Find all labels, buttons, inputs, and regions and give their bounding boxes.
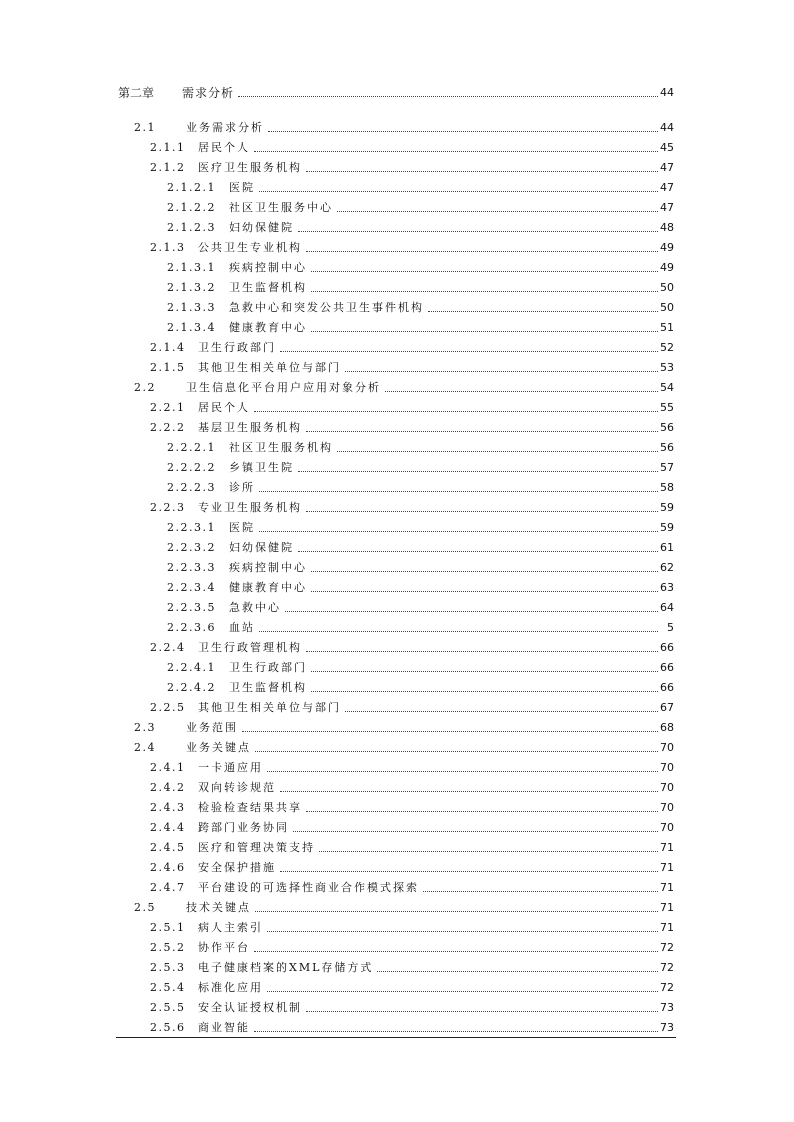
toc-entry-page-number: 44 bbox=[660, 86, 674, 99]
toc-entry-page-number: 55 bbox=[660, 401, 674, 414]
footer-rule bbox=[116, 1037, 676, 1038]
toc-entry-page-number: 62 bbox=[660, 561, 674, 574]
toc-entry-number: 2.2 bbox=[134, 381, 156, 394]
toc-entry-page-number: 50 bbox=[660, 281, 674, 294]
toc-entry-title: 急救中心和突发公共卫生事件机构 bbox=[229, 301, 424, 314]
toc-entry-title: 医疗和管理决策支持 bbox=[198, 841, 315, 854]
dot-leader bbox=[259, 530, 658, 532]
dot-leader bbox=[280, 870, 658, 872]
toc-entry[interactable] bbox=[118, 755, 674, 775]
toc-entry-page-number: 49 bbox=[660, 261, 674, 274]
toc-entry[interactable] bbox=[118, 535, 674, 555]
dot-leader bbox=[280, 350, 658, 352]
toc-entry-title: 卫生信息化平台用户应用对象分析 bbox=[186, 381, 381, 394]
dot-leader bbox=[280, 790, 658, 792]
toc-entry-number: 2.1.4 bbox=[150, 341, 186, 354]
toc-entry-title: 跨部门业务协同 bbox=[198, 821, 289, 834]
toc-entry-page-number: 54 bbox=[660, 381, 674, 394]
toc-entry[interactable] bbox=[118, 1015, 674, 1035]
toc-entry-title: 平台建设的可选择性商业合作模式探索 bbox=[198, 881, 419, 894]
toc-entry[interactable] bbox=[118, 995, 674, 1015]
toc-entry-number: 2.4 bbox=[134, 741, 156, 754]
toc-entry-page-number: 45 bbox=[660, 141, 674, 154]
toc-entry-page-number: 71 bbox=[660, 841, 674, 854]
toc-entry-number: 2.5.2 bbox=[150, 941, 186, 954]
toc-entry[interactable] bbox=[118, 135, 674, 155]
toc-entry-title: 医疗卫生服务机构 bbox=[198, 161, 302, 174]
dot-leader bbox=[242, 730, 658, 732]
toc-entry[interactable] bbox=[118, 595, 674, 615]
toc-entry-title: 社区卫生服务中心 bbox=[229, 201, 333, 214]
toc-entry-page-number: 70 bbox=[660, 781, 674, 794]
dot-leader bbox=[267, 930, 658, 932]
toc-entry[interactable] bbox=[118, 455, 674, 475]
dot-leader bbox=[259, 630, 658, 632]
toc-entry-title: 医院 bbox=[229, 521, 255, 534]
toc-entry-page-number: 5 bbox=[667, 621, 674, 634]
toc-entry-number: 2.1.2.3 bbox=[167, 221, 216, 234]
toc-entry[interactable] bbox=[118, 215, 674, 235]
toc-entry-page-number: 72 bbox=[660, 981, 674, 994]
toc-entry-number: 2.2.4.1 bbox=[167, 661, 216, 674]
toc-entry-page-number: 56 bbox=[660, 421, 674, 434]
dot-leader bbox=[337, 450, 658, 452]
toc-entry-title: 专业卫生服务机构 bbox=[198, 501, 302, 514]
toc-entry-page-number: 50 bbox=[660, 301, 674, 314]
toc-entry-title: 检验检查结果共享 bbox=[198, 801, 302, 814]
toc-entry-title: 血站 bbox=[229, 621, 255, 634]
dot-leader bbox=[267, 770, 658, 772]
toc-entry[interactable] bbox=[118, 655, 674, 675]
toc-entry-title: 技术关键点 bbox=[186, 901, 251, 914]
toc-entry-title: 业务范围 bbox=[186, 721, 238, 734]
toc-entry[interactable] bbox=[118, 635, 674, 655]
toc-entry-title: 急救中心 bbox=[229, 601, 281, 614]
toc-entry-page-number: 70 bbox=[660, 761, 674, 774]
toc-entry[interactable] bbox=[118, 795, 674, 815]
toc-entry[interactable] bbox=[118, 515, 674, 535]
toc-entry-number: 2.2.4.2 bbox=[167, 681, 216, 694]
toc-entry-number: 第二章 bbox=[118, 86, 155, 100]
dot-leader bbox=[311, 270, 658, 272]
toc-entry-number: 2.1.2.2 bbox=[167, 201, 216, 214]
toc-entry-number: 2.2.3.2 bbox=[167, 541, 216, 554]
toc-entry[interactable] bbox=[118, 475, 674, 495]
dot-leader bbox=[298, 550, 658, 552]
toc-entry-title: 双向转诊规范 bbox=[198, 781, 276, 794]
dot-leader bbox=[254, 410, 658, 412]
toc-entry-page-number: 71 bbox=[660, 921, 674, 934]
dot-leader bbox=[254, 1030, 658, 1032]
toc-entry-title: 其他卫生相关单位与部门 bbox=[198, 361, 341, 374]
dot-leader bbox=[345, 370, 658, 372]
toc-entry-number: 2.2.2.2 bbox=[167, 461, 216, 474]
toc-entry-number: 2.4.5 bbox=[150, 841, 186, 854]
toc-entry-page-number: 59 bbox=[660, 501, 674, 514]
toc-entry-number: 2.2.4 bbox=[150, 641, 186, 654]
dot-leader bbox=[306, 810, 658, 812]
toc-entry-page-number: 70 bbox=[660, 741, 674, 754]
toc-entry-title: 其他卫生相关单位与部门 bbox=[198, 701, 341, 714]
toc-entry-number: 2.4.6 bbox=[150, 861, 186, 874]
dot-leader bbox=[298, 230, 658, 232]
toc-entry-page-number: 70 bbox=[660, 821, 674, 834]
toc-entry[interactable] bbox=[118, 175, 674, 195]
toc-entry-title: 需求分析 bbox=[182, 86, 235, 100]
toc-entry[interactable] bbox=[118, 395, 674, 415]
toc-entry-number: 2.1.3.4 bbox=[167, 321, 216, 334]
toc-entry-number: 2.3 bbox=[134, 721, 156, 734]
dot-leader bbox=[306, 650, 658, 652]
toc-entry-title: 居民个人 bbox=[198, 401, 250, 414]
toc-entry-number: 2.2.3.5 bbox=[167, 601, 216, 614]
toc-entry-title: 一卡通应用 bbox=[198, 761, 263, 774]
toc-entry[interactable] bbox=[118, 575, 674, 595]
toc-entry[interactable] bbox=[118, 495, 674, 515]
toc-entry-number: 2.2.3.6 bbox=[167, 621, 216, 634]
toc-entry-number: 2.1.3.1 bbox=[167, 261, 216, 274]
toc-entry-page-number: 47 bbox=[660, 161, 674, 174]
toc-entry-number: 2.2.2.3 bbox=[167, 481, 216, 494]
toc-entry-number: 2.5.3 bbox=[150, 961, 186, 974]
toc-entry-title: 卫生监督机构 bbox=[229, 681, 307, 694]
toc-entry[interactable] bbox=[118, 415, 674, 435]
dot-leader bbox=[238, 95, 658, 97]
toc-entry-page-number: 47 bbox=[660, 181, 674, 194]
dot-leader bbox=[259, 190, 658, 192]
toc-entry-number: 2.4.3 bbox=[150, 801, 186, 814]
toc-entry[interactable] bbox=[118, 335, 674, 355]
toc-entry-title: 卫生行政部门 bbox=[229, 661, 307, 674]
toc-entry-page-number: 49 bbox=[660, 241, 674, 254]
toc-entry-page-number: 48 bbox=[660, 221, 674, 234]
toc-entry-page-number: 57 bbox=[660, 461, 674, 474]
dot-leader bbox=[267, 990, 658, 992]
dot-leader bbox=[268, 130, 658, 132]
toc-entry-number: 2.1.3 bbox=[150, 241, 186, 254]
dot-leader bbox=[254, 950, 658, 952]
toc-entry[interactable] bbox=[118, 835, 674, 855]
dot-leader bbox=[254, 150, 658, 152]
toc-entry-page-number: 71 bbox=[660, 901, 674, 914]
toc-entry-number: 2.2.2.1 bbox=[167, 441, 216, 454]
dot-leader bbox=[306, 1010, 658, 1012]
dot-leader bbox=[428, 310, 658, 312]
toc-entry-title: 基层卫生服务机构 bbox=[198, 421, 302, 434]
dot-leader bbox=[306, 170, 658, 172]
toc-entry-page-number: 67 bbox=[660, 701, 674, 714]
toc-entry-number: 2.1.2.1 bbox=[167, 181, 216, 194]
toc-entry[interactable] bbox=[118, 275, 674, 295]
toc-entry-title: 妇幼保健院 bbox=[229, 541, 294, 554]
toc-entry[interactable] bbox=[118, 915, 674, 935]
toc-entry-title: 诊所 bbox=[229, 481, 255, 494]
dot-leader bbox=[255, 750, 658, 752]
toc-entry-page-number: 58 bbox=[660, 481, 674, 494]
toc-entry-page-number: 71 bbox=[660, 881, 674, 894]
toc-entry[interactable] bbox=[118, 975, 674, 995]
toc-entry[interactable] bbox=[118, 735, 674, 755]
toc-entry-page-number: 47 bbox=[660, 201, 674, 214]
toc-entry-page-number: 51 bbox=[660, 321, 674, 334]
toc-entry-number: 2.2.3 bbox=[150, 501, 186, 514]
dot-leader bbox=[377, 970, 658, 972]
toc-entry-number: 2.1.5 bbox=[150, 361, 186, 374]
toc-entry[interactable] bbox=[118, 775, 674, 795]
toc-entry-number: 2.5.4 bbox=[150, 981, 186, 994]
toc-entry-number: 2.5 bbox=[134, 901, 156, 914]
toc-entry[interactable] bbox=[118, 855, 674, 875]
dot-leader bbox=[311, 290, 658, 292]
toc-entry[interactable] bbox=[118, 375, 674, 395]
toc-entry-page-number: 66 bbox=[660, 641, 674, 654]
table-of-contents bbox=[118, 80, 674, 1035]
toc-entry-title: 业务需求分析 bbox=[186, 121, 264, 134]
toc-entry[interactable] bbox=[118, 895, 674, 915]
toc-entry-title: 公共卫生专业机构 bbox=[198, 241, 302, 254]
toc-entry-page-number: 44 bbox=[660, 121, 674, 134]
toc-entry-page-number: 52 bbox=[660, 341, 674, 354]
toc-entry-page-number: 70 bbox=[660, 801, 674, 814]
toc-entry-title: 居民个人 bbox=[198, 141, 250, 154]
dot-leader bbox=[423, 890, 658, 892]
toc-entry-number: 2.2.3.3 bbox=[167, 561, 216, 574]
toc-entry-number: 2.1.3.3 bbox=[167, 301, 216, 314]
toc-entry[interactable] bbox=[118, 315, 674, 335]
toc-entry-page-number: 53 bbox=[660, 361, 674, 374]
dot-leader bbox=[298, 470, 658, 472]
toc-entry-page-number: 72 bbox=[660, 941, 674, 954]
toc-entry[interactable] bbox=[118, 295, 674, 315]
toc-entry-number: 2.4.2 bbox=[150, 781, 186, 794]
toc-entry-number: 2.1.2 bbox=[150, 161, 186, 174]
dot-leader bbox=[306, 430, 658, 432]
toc-chapter-entry[interactable] bbox=[118, 80, 674, 100]
toc-entry-title: 社区卫生服务机构 bbox=[229, 441, 333, 454]
toc-entry-number: 2.1 bbox=[134, 121, 156, 134]
toc-entry-number: 2.2.1 bbox=[150, 401, 186, 414]
dot-leader bbox=[306, 510, 658, 512]
toc-entry-number: 2.5.6 bbox=[150, 1021, 186, 1034]
dot-leader bbox=[311, 670, 658, 672]
toc-entry-title: 卫生行政部门 bbox=[198, 341, 276, 354]
toc-entry-page-number: 63 bbox=[660, 581, 674, 594]
toc-entry-page-number: 61 bbox=[660, 541, 674, 554]
dot-leader bbox=[345, 710, 658, 712]
toc-entry[interactable] bbox=[118, 235, 674, 255]
toc-entry-title: 健康教育中心 bbox=[229, 321, 307, 334]
toc-entry[interactable] bbox=[118, 815, 674, 835]
toc-entry-title: 业务关键点 bbox=[186, 741, 251, 754]
toc-entry-title: 妇幼保健院 bbox=[229, 221, 294, 234]
dot-leader bbox=[306, 250, 658, 252]
toc-entry[interactable] bbox=[118, 955, 674, 975]
toc-entry-page-number: 68 bbox=[660, 721, 674, 734]
toc-entry-title: 卫生监督机构 bbox=[229, 281, 307, 294]
dot-leader bbox=[319, 850, 658, 852]
dot-leader bbox=[311, 570, 658, 572]
toc-entry-page-number: 66 bbox=[660, 681, 674, 694]
dot-leader bbox=[337, 210, 658, 212]
toc-entry[interactable] bbox=[118, 875, 674, 895]
toc-entry-number: 2.2.3.1 bbox=[167, 521, 216, 534]
toc-entry-page-number: 59 bbox=[660, 521, 674, 534]
toc-entry[interactable] bbox=[118, 195, 674, 215]
toc-entry-number: 2.4.7 bbox=[150, 881, 186, 894]
toc-entry[interactable] bbox=[118, 695, 674, 715]
dot-leader bbox=[311, 590, 658, 592]
toc-entry-title: 健康教育中心 bbox=[229, 581, 307, 594]
toc-entry-title: 协作平台 bbox=[198, 941, 250, 954]
toc-entry-title: 标准化应用 bbox=[198, 981, 263, 994]
dot-leader bbox=[293, 830, 658, 832]
toc-entry-page-number: 72 bbox=[660, 961, 674, 974]
dot-leader bbox=[311, 330, 658, 332]
toc-entry[interactable] bbox=[118, 715, 674, 735]
toc-entry[interactable] bbox=[118, 115, 674, 135]
toc-entry-number: 2.5.1 bbox=[150, 921, 186, 934]
toc-entry-number: 2.4.4 bbox=[150, 821, 186, 834]
toc-entry-title: 病人主索引 bbox=[198, 921, 263, 934]
toc-entry-page-number: 66 bbox=[660, 661, 674, 674]
toc-entry[interactable] bbox=[118, 355, 674, 375]
toc-entry-page-number: 64 bbox=[660, 601, 674, 614]
toc-entry[interactable] bbox=[118, 155, 674, 175]
dot-leader bbox=[285, 610, 658, 612]
dot-leader bbox=[259, 490, 658, 492]
toc-entry-title: 疾病控制中心 bbox=[229, 261, 307, 274]
toc-entry-title: 电子健康档案的XML存储方式 bbox=[198, 961, 374, 974]
toc-entry-title: 安全保护措施 bbox=[198, 861, 276, 874]
toc-entry-page-number: 56 bbox=[660, 441, 674, 454]
toc-entry[interactable] bbox=[118, 935, 674, 955]
toc-entry[interactable] bbox=[118, 675, 674, 695]
toc-entry-number: 2.5.5 bbox=[150, 1001, 186, 1014]
toc-entry-page-number: 73 bbox=[660, 1021, 674, 1034]
toc-entry[interactable] bbox=[118, 435, 674, 455]
toc-entry[interactable] bbox=[118, 555, 674, 575]
toc-entry-number: 2.1.3.2 bbox=[167, 281, 216, 294]
dot-leader bbox=[385, 390, 658, 392]
toc-entry-number: 2.2.3.4 bbox=[167, 581, 216, 594]
dot-leader bbox=[255, 910, 658, 912]
toc-entry-number: 2.2.5 bbox=[150, 701, 186, 714]
toc-entry-page-number: 73 bbox=[660, 1001, 674, 1014]
toc-entry-title: 医院 bbox=[229, 181, 255, 194]
toc-entry[interactable] bbox=[118, 615, 674, 635]
toc-entry-title: 疾病控制中心 bbox=[229, 561, 307, 574]
toc-entry-number: 2.1.1 bbox=[150, 141, 186, 154]
toc-entry-page-number: 71 bbox=[660, 861, 674, 874]
toc-entry-number: 2.4.1 bbox=[150, 761, 186, 774]
toc-entry-title: 安全认证授权机制 bbox=[198, 1001, 302, 1014]
toc-entry-title: 卫生行政管理机构 bbox=[198, 641, 302, 654]
dot-leader bbox=[311, 690, 658, 692]
toc-entry[interactable] bbox=[118, 255, 674, 275]
toc-entry-title: 乡镇卫生院 bbox=[229, 461, 294, 474]
toc-entry-title: 商业智能 bbox=[198, 1021, 250, 1034]
toc-entry-number: 2.2.2 bbox=[150, 421, 186, 434]
